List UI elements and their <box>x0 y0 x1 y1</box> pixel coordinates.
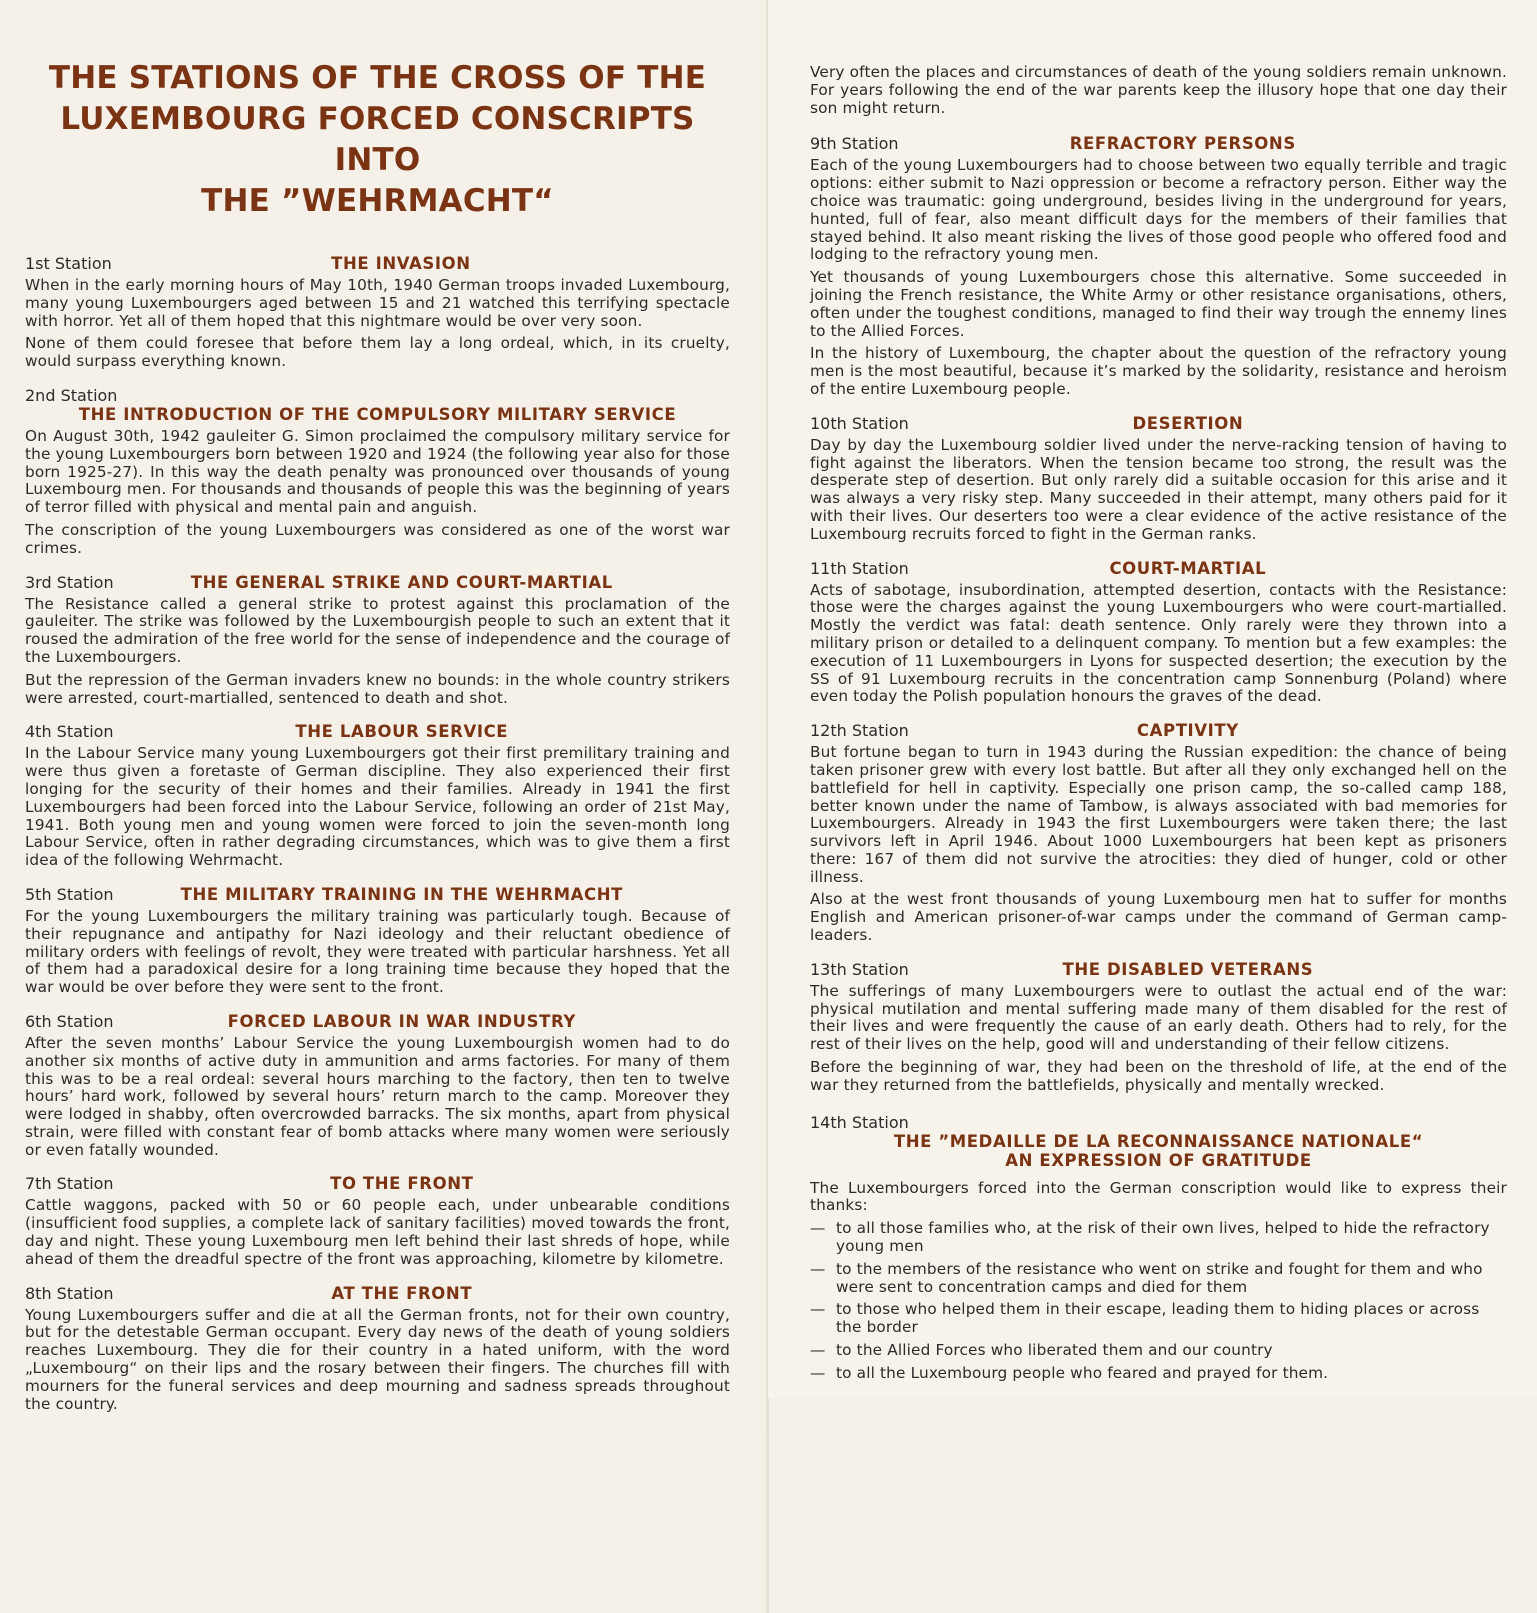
station-header <box>810 1113 1507 1170</box>
title-line: THE STATIONS OF THE CROSS OF THE <box>48 60 707 96</box>
station-header <box>810 134 1507 153</box>
station-number: 3rd Station <box>25 572 114 592</box>
station-title: THE LABOUR SERVICE <box>295 722 509 742</box>
station-paragraph: The sufferings of many Luxembourgers were to outlast the actual end of the war: physical mutilation and mental suffering made many of them disabled for the rest of their lives and were frequently the cause of an early death. Others had to rely, for the rest of their lives on the help, good will and understanding of their fellow citizens. <box>810 981 1507 1054</box>
left-column <box>0 0 768 1428</box>
station <box>25 885 730 997</box>
station-paragraph: Young Luxembourgers suffer and die at all the German fronts, not for their own country, but for the detestable German occupant. Every day news of the death of young soldiers reaches Luxembourg. They die for their country in a hated uniform, with the word „Luxembourg“ on their lips and the rosary between their fingers. The churches fill with mourners for the funeral services and deep mourning and sadness spreads throughout the country. <box>25 1305 730 1413</box>
station-title: DESERTION <box>1132 413 1244 433</box>
station-header <box>810 721 1507 740</box>
station-header <box>25 1012 730 1031</box>
station-paragraph: In the history of Luxembourg, the chapter about the question of the refractory young men is the most beautiful, because it’s marked by the solidarity, resistance and heroism of the entire Luxembourg people. <box>810 344 1507 398</box>
thanks-item: — to the Allied Forces who liberated them and our country <box>810 1341 1273 1360</box>
station <box>810 960 1507 1095</box>
station-header <box>25 885 730 904</box>
station-title: THE INTRODUCTION OF THE COMPULSORY MILITARY SERVICE <box>78 404 677 424</box>
thanks-item: — to the members of the resistance who went on strike and fought for them and who were sent to concentration camps and died for them <box>810 1259 1483 1296</box>
station-paragraph: But the repression of the German invaders knew no bounds: in the whole country strikers were arrested, court-martialled, sentenced to death and shot. <box>25 670 730 707</box>
station-number: 14th Station <box>810 1112 909 1132</box>
document-title <box>25 58 730 222</box>
station-paragraph: In the Labour Service many young Luxembourgers got their first premilitary training and were thus given a foretaste of German discipline. They also experienced their first longing for the security of their homes and their families. Already in 1941 the first Luxembourgers had been forced into the Labour Service, following an order of 21st May, 1941. Both young men and young women were forced to join the seven-month long Labour Service, often in rather degrading circumstances, which was to give them a first idea of the following Wehrmacht. <box>25 744 730 870</box>
station-number: 7th Station <box>25 1174 114 1194</box>
station <box>25 254 730 371</box>
station-header <box>25 386 730 424</box>
station <box>25 1174 730 1268</box>
station-title: TO THE FRONT <box>330 1174 474 1194</box>
thanks-item: — to all those families who, at the risk of their own lives, helped to hide the refractory young men <box>810 1219 1490 1256</box>
station-number: 5th Station <box>25 884 114 904</box>
station <box>810 414 1507 544</box>
station-paragraph: Also at the west front thousands of young Luxembourg men hat to suffer for months English and American prisoner-of-war camps under the command of German camp-leaders. <box>810 890 1507 945</box>
station-title: REFRACTORY PERSONS <box>1069 134 1296 154</box>
station-header <box>810 414 1507 433</box>
dash: — <box>810 1363 826 1382</box>
dash: — <box>810 1259 826 1278</box>
station-paragraph: On August 30th, 1942 gauleiter G. Simon proclaimed the compulsory military service for the young Luxembourgers born between 1920 and 1924 (the following year also for those born 1925-27). In this way the death penalty was pronounced over thousands of young Luxembourg men. For thousands and thousands of people this was the beginning of years of terror filled with physical and mental pain and anguish. <box>25 426 730 517</box>
station-title: THE GENERAL STRIKE AND COURT-MARTIAL <box>190 572 613 592</box>
station-header <box>25 573 730 592</box>
station-paragraph: After the seven months’ Labour Service the young Luxembourgish women had to do another six months of active duty in ammunition and arms factories. For many of them this was to be a real ordeal: several hours marching to the factory, then ten to twelve hours’ hard work, followed by several hours’ return march to the camp. Moreover they were lodged in shabby, often overcrowded barracks. The six months, apart from physical strain, were filled with constant fear of bomb attacks where many women were seriously or even fatally wounded. <box>25 1033 730 1159</box>
station-title: THE MILITARY TRAINING IN THE WEHRMACHT <box>180 884 623 904</box>
station-header <box>25 254 730 273</box>
station-paragraph: The Resistance called a general strike to protest against this proclamation of the gauleiter. The strike was followed by the Luxembourgish people to such an extent that it roused the admiration of the free world for the sense of independence and the courage of the Luxembourgers. <box>25 594 730 666</box>
station <box>810 721 1507 945</box>
dash: — <box>810 1341 826 1360</box>
station-paragraph: Acts of sabotage, insubordination, attempted desertion, contacts with the Resistance: those were the charges against the young Luxembourgers who were court-martialled. Mostly the verdict was fatal: death sentence. Only rarely were they thrown into a military prison or detailed to a delinquent company. To mention but a few examples: the execution of 11 Luxembourgers in Lyons for suspected desertion; the execution by the SS of 91 Luxembourg recruits in the concentration camp Sonnenburg (Poland) where even today the Polish population honours the graves of the dead. <box>810 580 1507 706</box>
station-number: 10th Station <box>810 413 909 433</box>
dash: — <box>810 1300 826 1319</box>
station-title: CAPTIVITY <box>1136 721 1239 741</box>
station-number: 6th Station <box>25 1011 114 1031</box>
station-title: THE ”MEDAILLE DE LA RECONNAISSANCE NATIONALE“ <box>893 1131 1424 1151</box>
station-paragraph: Cattle waggons, packed with 50 or 60 people each, under unbearable conditions (insufficient food supplies, a complete lack of sanitary facilities) moved towards the front, day and night. These young Luxembourg men left behind their last shreds of hope, while ahead of them the dreadful spectre of the front was approaching, kilometre by kilometre. <box>25 1196 730 1268</box>
station-number: 8th Station <box>25 1283 114 1303</box>
station-number: 12th Station <box>810 721 909 741</box>
thanks-item: — to those who helped them in their escape, leading them to hiding places or across the border <box>810 1300 1480 1337</box>
station-paragraph: Before the beginning of war, they had been on the threshold of life, at the end of the war they returned from the battlefields, physically and mentally wrecked. <box>810 1058 1507 1094</box>
thanks-list <box>810 1220 1507 1382</box>
station-header <box>25 1174 730 1193</box>
station-number: 2nd Station <box>25 385 118 405</box>
station-header <box>810 559 1507 578</box>
thanks-item: — to all the Luxembourg people who feared and prayed for them. <box>810 1363 1329 1382</box>
station-paragraph: Day by day the Luxembourg soldier lived under the nerve-racking tension of having to fight against the liberators. When the tension became too strong, the result was the desperate step of desertion. But only rarely did a suitable occasion for this arise and it was always a very risky step. Many succeeded in their attempt, many others paid for it with their lives. Our deserters too were a clear evidence of the active resistance of the Luxembourg recruits forced to fight in the German ranks. <box>810 435 1507 543</box>
station-paragraph: When in the early morning hours of May 10th, 1940 German troops invaded Luxembourg, many young Luxembourgers aged between 15 and 21 watched this terrifying spectacle with horror. Yet all of them hoped that this nightmare would be over very soon. <box>25 276 730 330</box>
station-paragraph: Each of the young Luxembourgers had to choose between two equally terrible and tragic options: either submit to Nazi oppression or become a refractory person. Either way the choice was traumatic: going underground, besides living in the underground for years, hunted, full of fear, also meant difficult days for the members of their families that stayed behind. It also meant risking the lives of those good people who offered food and lodging to the refractory young men. <box>810 156 1507 264</box>
right-stations <box>810 134 1507 1094</box>
station-header <box>25 1284 730 1303</box>
station-title: THE INVASION <box>331 254 471 273</box>
station-8-continuation: Very often the places and circumstances of death of the young soldiers remain unknown. For years following the end of the war parents keep the illusory hope that one day their son might return. <box>810 63 1507 117</box>
station <box>25 573 730 708</box>
left-stations <box>25 254 730 1413</box>
station-number: 13th Station <box>810 959 909 979</box>
station-title: COURT-MARTIAL <box>1109 558 1267 578</box>
station-number: 1st Station <box>25 254 112 273</box>
right-column <box>768 0 1537 1398</box>
station-header <box>810 960 1507 979</box>
station <box>25 722 730 870</box>
dash: — <box>810 1219 826 1238</box>
station-title: AT THE FRONT <box>331 1283 473 1303</box>
station-number: 9th Station <box>810 134 899 154</box>
station <box>25 1284 730 1414</box>
station-paragraph: None of them could foresee that before them lay a long ordeal, which, in its cruelty, would surpass everything known. <box>25 334 730 371</box>
station-number: 11th Station <box>810 558 909 578</box>
station-paragraph: Yet thousands of young Luxembourgers chose this alternative. Some succeeded in joining the French resistance, the White Army or other resistance organisations, others, often under the toughest conditions, managed to find their way trough the ennemy lines to the Allied Forces. <box>810 268 1507 340</box>
title-line: LUXEMBOURG FORCED CONSCRIPTS INTO <box>60 101 695 178</box>
station-paragraph: The conscription of the young Luxembourgers was considered as one of the worst war crimes. <box>25 520 730 557</box>
station <box>25 386 730 558</box>
station-paragraph: For the young Luxembourgers the military training was particularly tough. Because of their repugnance and antipathy for Nazi ideology and their reluctant obedience of military orders with feelings of revolt, they were treated with particular harshness. Yet all of them had a paradoxical desire for a long training time because they hoped that the war would be over before they were sent to the front. <box>25 906 730 997</box>
title-line: THE ”WEHRMACHT“ <box>201 183 554 219</box>
station-paragraph: The Luxembourgers forced into the German conscription would like to express their thanks: <box>810 1178 1507 1215</box>
station-number: 4th Station <box>25 722 114 742</box>
station <box>810 134 1507 398</box>
station-subtitle: AN EXPRESSION OF GRATITUDE <box>1005 1150 1312 1170</box>
station-14 <box>810 1113 1507 1383</box>
station-paragraph: But fortune began to turn in 1943 during the Russian expedition: the chance of being taken prisoner grew with every lost battle. But after all they only exchanged hell on the battlefield for hell in captivity. Especially one prison camp, the so-called camp 188, better known under the name of Tambow, is always associated with bad memories for Luxembourgers. Already in 1943 the first Luxembourgers were taken there; the last survivors left in April 1946. About 1000 Luxembourgers hat been kept as prisoners there: 167 of them did not survive the atrocities: they died of hunger, cold or other illness. <box>810 743 1507 886</box>
station <box>25 1012 730 1160</box>
station-header <box>25 722 730 741</box>
station <box>810 559 1507 707</box>
station-title: THE DISABLED VETERANS <box>1062 959 1314 979</box>
station-title: FORCED LABOUR IN WAR INDUSTRY <box>227 1011 576 1031</box>
